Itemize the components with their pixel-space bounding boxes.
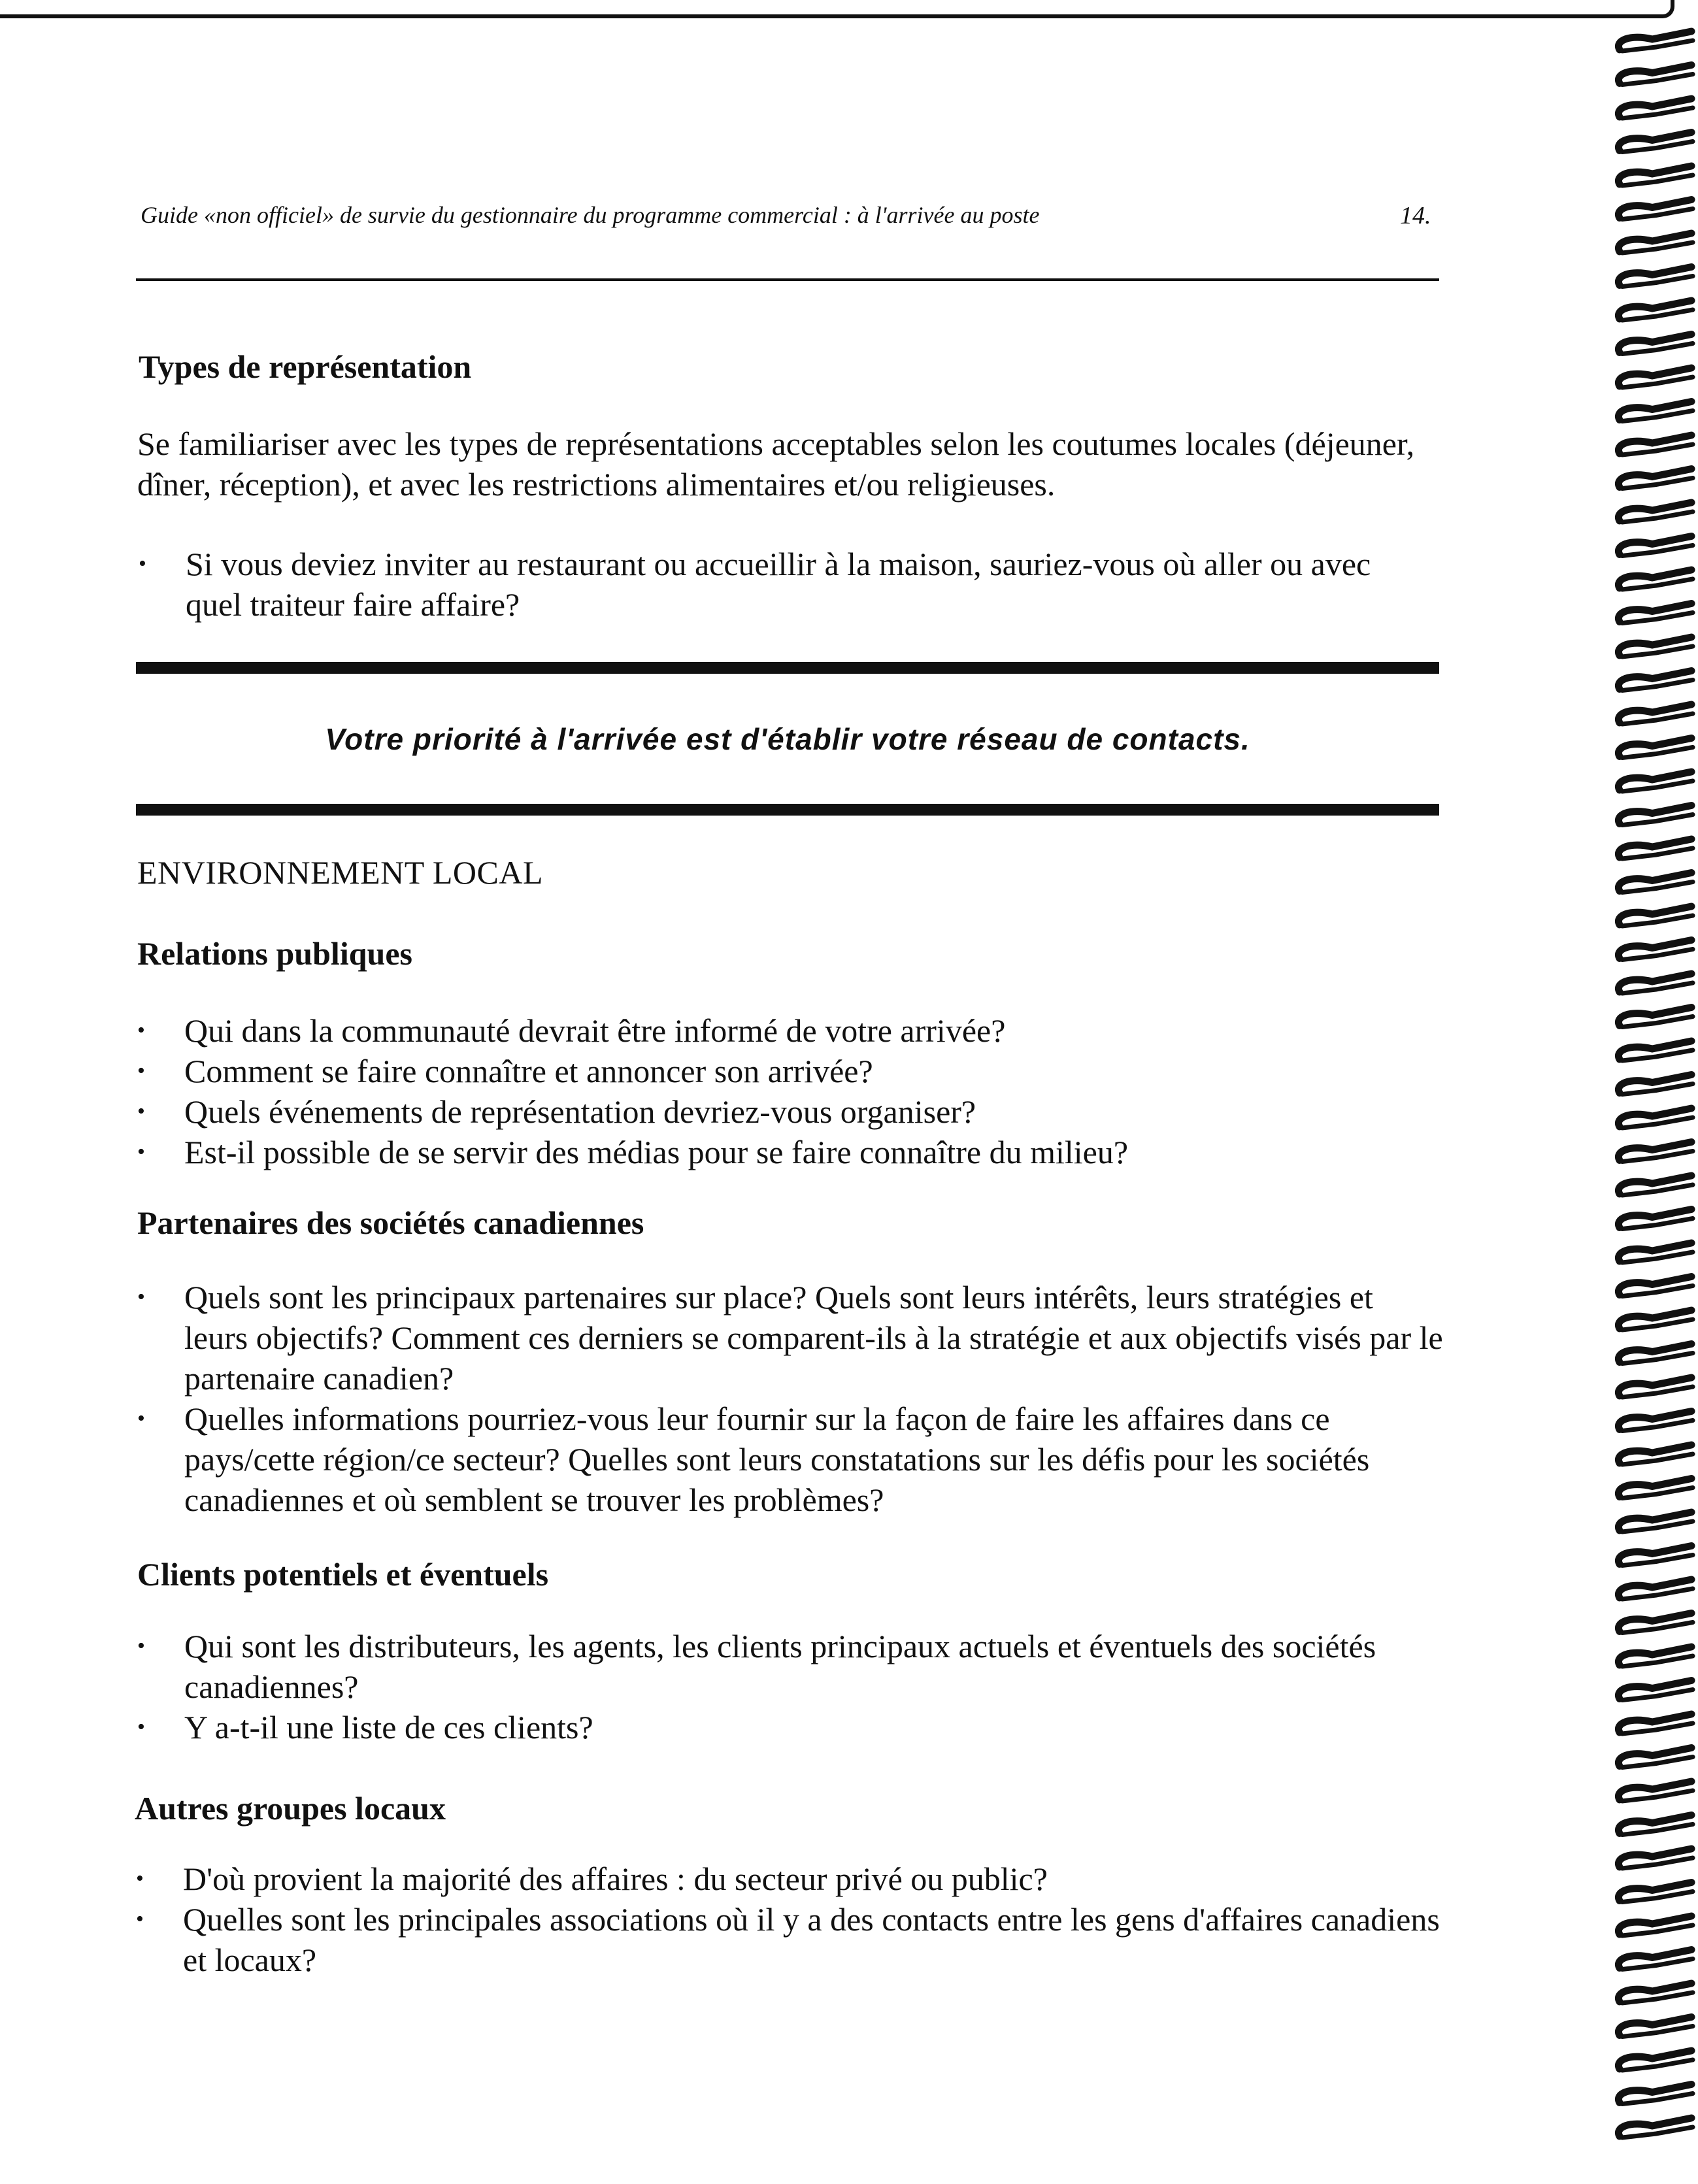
spiral-loop-icon: [1618, 1950, 1693, 1970]
spiral-loop-icon: [1618, 806, 1693, 825]
spiral-loop-icon: [1618, 873, 1693, 893]
spiral-loop-icon: [1618, 31, 1693, 51]
section-heading-clients: Clients potentiels et éventuels: [137, 1556, 549, 1593]
representation-paragraph: Se familiariser avec les types de représentations acceptables selon les coutumes locales (déjeuner, dîner, réception), et avec les restrictions alimentaires et/ou religieuses.: [137, 425, 1415, 503]
list-item: • Si vous deviez inviter au restaurant ou accueillir à la maison, sauriez-vous où aller ou avec quel traiteur faire affaire?: [139, 544, 1420, 625]
list-item: • Y a-t-il une liste de ces clients?: [137, 1707, 1444, 1747]
spiral-loop-icon: [1618, 1849, 1693, 1868]
spiral-loop-icon: [1618, 1176, 1693, 1195]
partenaires-bullet-list: [137, 1277, 1444, 1520]
list-item: • Quelles informations pourriez-vous leur fournir sur la façon de faire les affaires dans ce pays/cette région/ce secteur? Quelles sont leurs constatations sur les défis pour les sociétés canadiennes et où semblent se trouver les problèmes?: [137, 1398, 1444, 1520]
list-item: • Quels sont les principaux partenaires sur place? Quels sont leurs intérêts, leurs stratégies et leurs objectifs? Comment ces derniers se comparent-ils à la stratégie et aux objectifs visés par le partenaire canadien?: [137, 1277, 1444, 1398]
spiral-loop-icon: [1618, 1916, 1693, 1936]
spiral-loop-icon: [1618, 1277, 1693, 1297]
spiral-loop-icon: [1618, 1378, 1693, 1397]
spiral-binding: [1613, 26, 1698, 2157]
spiral-loop-icon: [1618, 738, 1693, 758]
page-number: 14.: [1400, 202, 1431, 229]
spiral-loop-icon: [1618, 940, 1693, 960]
spiral-loop-icon: [1618, 2017, 1693, 2037]
section-heading-relations: Relations publiques: [137, 935, 412, 972]
autres-bullet-list: [136, 1859, 1443, 1980]
list-item: • Quelles sont les principales associations où il y a des contacts entre les gens d'affaires canadiens et locaux?: [136, 1899, 1443, 1980]
spiral-loop-icon: [1618, 99, 1693, 118]
spiral-loop-icon: [1618, 1613, 1693, 1633]
spiral-loop-icon: [1618, 200, 1693, 220]
spiral-loop-icon: [1618, 1445, 1693, 1464]
spiral-loop-icon: [1618, 233, 1693, 253]
spiral-loop-icon: [1618, 1412, 1693, 1431]
spiral-loop-icon: [1618, 906, 1693, 926]
spiral-loop-icon: [1618, 469, 1693, 489]
section-title-environnement: ENVIRONNEMENT LOCAL: [137, 854, 544, 891]
section-heading-representation: Types de représentation: [139, 348, 472, 385]
spiral-loop-icon: [1618, 402, 1693, 422]
spiral-loop-icon: [1618, 1714, 1693, 1734]
spiral-loop-icon: [1618, 133, 1693, 152]
section-heading-partenaires: Partenaires des sociétés canadiennes: [137, 1204, 644, 1241]
spiral-loop-icon: [1618, 1479, 1693, 1498]
spiral-loop-icon: [1618, 1781, 1693, 1801]
spiral-loop-icon: [1618, 1512, 1693, 1532]
spiral-loop-icon: [1618, 1546, 1693, 1566]
spiral-loop-icon: [1618, 1815, 1693, 1835]
spiral-loop-icon: [1618, 1008, 1693, 1027]
spiral-loop-icon: [1618, 537, 1693, 556]
clients-bullet-list: [137, 1626, 1444, 1747]
list-item: • D'où provient la majorité des affaires : du secteur privé ou public?: [136, 1859, 1443, 1899]
spiral-loop-icon: [1618, 1310, 1693, 1330]
spiral-loop-icon: [1618, 2051, 1693, 2070]
spiral-loop-icon: [1618, 301, 1693, 320]
spiral-loop-icon: [1618, 267, 1693, 287]
spiral-loop-icon: [1618, 2085, 1693, 2104]
representation-bullet-list: [139, 544, 1420, 625]
thick-rule-top: [136, 662, 1439, 674]
list-item: • Comment se faire connaître et annoncer son arrivée?: [137, 1051, 1444, 1091]
spiral-loop-icon: [1618, 65, 1693, 85]
spiral-loop-icon: [1618, 1210, 1693, 1229]
priority-callout: Votre priorité à l'arrivée est d'établir votre réseau de contacts.: [325, 722, 1250, 756]
spiral-loop-icon: [1618, 704, 1693, 724]
spiral-loop-icon: [1618, 503, 1693, 522]
spiral-loop-icon: [1618, 1883, 1693, 1902]
spiral-loop-icon: [1618, 839, 1693, 859]
spiral-loop-icon: [1618, 1983, 1693, 2003]
thick-rule-bottom: [136, 804, 1439, 816]
spiral-loop-icon: [1618, 570, 1693, 589]
spiral-loop-icon: [1618, 637, 1693, 657]
header-rule: [136, 278, 1439, 281]
section-heading-autres: Autres groupes locaux: [135, 1790, 446, 1827]
relations-bullet-list: [137, 1010, 1444, 1172]
list-item: • Est-il possible de se servir des médias pour se faire connaître du milieu?: [137, 1132, 1444, 1172]
spiral-loop-icon: [1618, 368, 1693, 388]
spiral-loop-icon: [1618, 166, 1693, 186]
page-top-border: [0, 0, 1674, 18]
spiral-loop-icon: [1618, 435, 1693, 455]
spiral-loop-icon: [1618, 1681, 1693, 1700]
spiral-loop-icon: [1618, 772, 1693, 791]
spiral-loop-icon: [1618, 1041, 1693, 1061]
spiral-loop-icon: [1618, 2118, 1693, 2138]
spiral-loop-icon: [1618, 1075, 1693, 1095]
spiral-loop-icon: [1618, 335, 1693, 354]
spiral-loop-icon: [1618, 1748, 1693, 1768]
spiral-loop-icon: [1618, 1142, 1693, 1162]
spiral-loop-icon: [1618, 604, 1693, 623]
running-header: Guide «non officiel» de survie du gestionnaire du programme commercial : à l'arrivée au poste: [141, 202, 1040, 228]
spiral-loop-icon: [1618, 1344, 1693, 1364]
spiral-loop-icon: [1618, 1580, 1693, 1599]
list-item: • Qui dans la communauté devrait être informé de votre arrivée?: [137, 1010, 1444, 1051]
list-item: • Quels événements de représentation devriez-vous organiser?: [137, 1091, 1444, 1132]
spiral-loop-icon: [1618, 671, 1693, 691]
list-item: • Qui sont les distributeurs, les agents, les clients principaux actuels et éventuels des sociétés canadiennes?: [137, 1626, 1444, 1707]
spiral-loop-icon: [1618, 1108, 1693, 1128]
spiral-loop-icon: [1618, 974, 1693, 993]
spiral-loop-icon: [1618, 1647, 1693, 1666]
spiral-loop-icon: [1618, 1243, 1693, 1263]
